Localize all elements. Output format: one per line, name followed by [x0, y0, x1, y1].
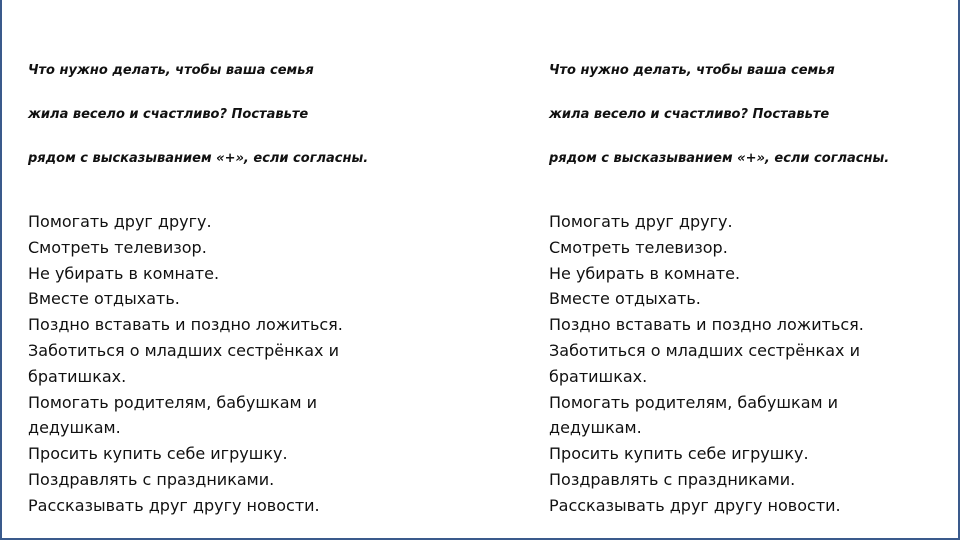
question-line: Что нужно делать, чтобы ваша семья [549, 63, 835, 78]
statement-item: Заботиться о младших сестрёнках и [28, 340, 339, 360]
question-text [28, 38, 428, 192]
statement-item: Не убирать в комнате. [549, 263, 741, 283]
statement-item: братишках. [549, 366, 648, 386]
question-line: жила весело и счастливо? Поставьте [28, 107, 309, 122]
statement-item: Вместе отдыхать. [28, 289, 180, 309]
statement-list [28, 209, 428, 519]
question-line: рядом с высказыванием «+», если согласны. [28, 151, 369, 166]
statement-item: Рассказывать друг другу новости. [28, 495, 320, 515]
statement-list [549, 209, 949, 519]
statement-item: Поздравлять с праздниками. [28, 469, 275, 489]
question-line: жила весело и счастливо? Поставьте [549, 107, 830, 122]
statement-item: Помогать родителям, бабушкам и [28, 392, 318, 412]
statement-item: Помогать родителям, бабушкам и [549, 392, 839, 412]
statement-item: Поздравлять с праздниками. [549, 469, 796, 489]
statement-item: Смотреть телевизор. [28, 237, 207, 257]
statement-item: Поздно вставать и поздно ложиться. [28, 315, 343, 335]
statement-item: дедушкам. [28, 418, 121, 438]
worksheet-left [28, 38, 428, 519]
statement-item: Смотреть телевизор. [549, 237, 728, 257]
statement-item: Рассказывать друг другу новости. [549, 495, 841, 515]
statement-item: братишках. [28, 366, 127, 386]
statement-item: Помогать друг другу. [28, 212, 212, 231]
statement-item: дедушкам. [549, 418, 642, 438]
statement-item: Просить купить себе игрушку. [28, 444, 288, 464]
question-line: рядом с высказыванием «+», если согласны. [549, 151, 890, 166]
statement-item: Заботиться о младших сестрёнках и [549, 340, 860, 360]
statement-item: Поздно вставать и поздно ложиться. [549, 315, 864, 335]
statement-item: Просить купить себе игрушку. [549, 444, 809, 464]
question-line: Что нужно делать, чтобы ваша семья [28, 63, 314, 78]
statement-item: Вместе отдыхать. [549, 289, 701, 309]
statement-item: Помогать друг другу. [549, 212, 733, 231]
worksheet-right [549, 38, 949, 519]
statement-item: Не убирать в комнате. [28, 263, 220, 283]
question-text [549, 38, 949, 192]
